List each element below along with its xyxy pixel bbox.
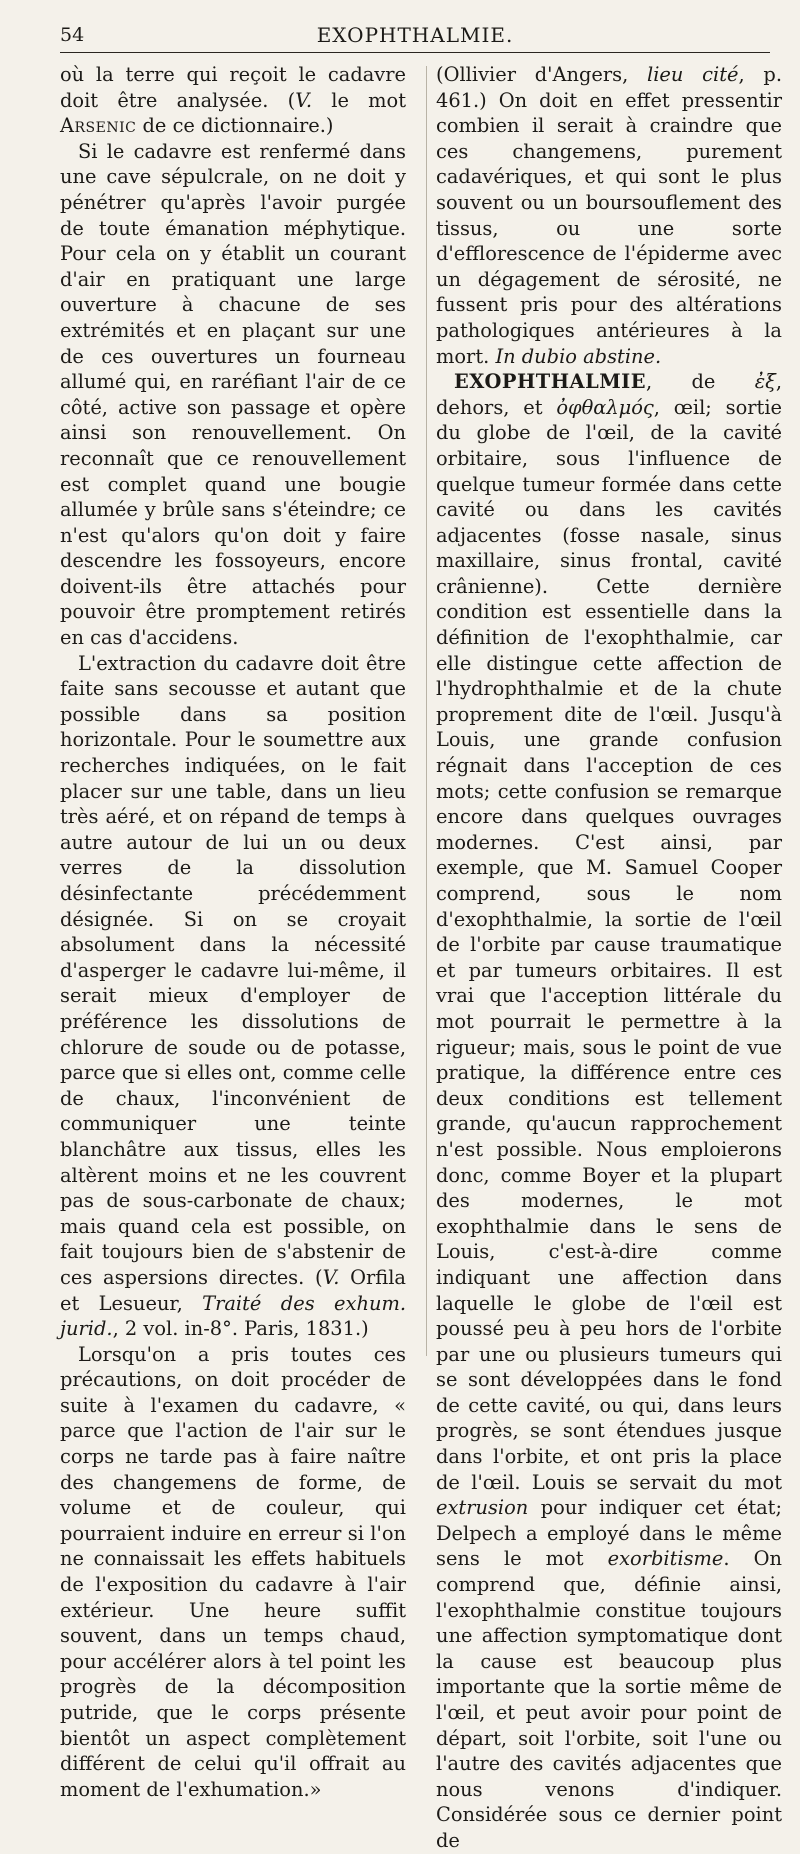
paragraph: L'extraction du cadavre doit être faite sans secousse et autant que possible dans sa position horizontale. Pour le soumettre aux recherches indiquées, on le fait placer sur une table, dans un lieu très aéré, et on répand de temps à autre autour de lui un ou deux verres de la dissolution désinfectante précédemment désignée. Si on se croyait absolument dans la nécessité d'asperger le cadavre lui-même, il serait mieux d'employer de préférence les dissolutions de chlorure de soude ou de potasse, parce que si elles ont, comme celle de chaux, l'inconvénient de communiquer une teinte blanchâtre aux tissus, elles les altèrent moins et ne les couvrent pas de sous-carbonate de chaux; mais quand cela est possible, on fait toujours bien de s'abstenir de ces aspersions directes. (V. Orfila et Lesueur, Traité des exhum. jurid., 2 vol. in-8°. Paris, 1831.)	[60, 651, 406, 1341]
paragraph: Si le cadavre est renfermé dans une cave sépulcrale, on ne doit y pénétrer qu'après l'avoir purgée de toute émanation méphytique. Pour cela on y établit un courant d'air en pratiquant une large ouverture à chacune de ses extrémités et en plaçant sur une de ces ouvertures un fourneau allumé qui, en raréfiant l'air de ce côté, active son passage et opère ainsi son renouvellement. On reconnaît que ce renouvellement est complet quand une bougie allumée y brûle sans s'éteindre; ce n'est qu'alors qu'on doit y faire descendre les fossoyeurs, encore doivent-ils être attachés pour pouvoir être promptement retirés en cas d'accidens.	[60, 139, 406, 650]
right-column	[436, 62, 782, 1854]
paragraph: (Ollivier d'Angers, lieu cité, p. 461.) On doit en effet pressentir combien il serait à craindre que ces changemens, purement cadavériques, et qui sont le plus souvent ou un boursouflement des tissus, ou une sorte d'efflorescence de l'épiderme avec un dégagement de sérosité, ne fussent pris pour des altérations pathologiques antérieures à la mort. In dubio abstine.	[436, 63, 782, 368]
entry-headword: EXOPHTHALMIE	[454, 370, 647, 394]
paragraph: où la terre qui reçoit le cadavre doit être analysée. (V. le mot Arsenic de ce dictionnaire.)	[60, 63, 407, 138]
column-divider	[426, 66, 427, 1356]
running-title: EXOPHTHALMIE.	[316, 23, 514, 47]
page-header	[60, 22, 770, 53]
left-column	[60, 62, 406, 1802]
paragraph: Lorsqu'on a pris toutes ces précautions, on doit procéder de suite à l'examen du cadavre, « parce que l'action de l'air sur le corps ne tarde pas à faire naître des changemens de forme, de volume et de couleur, qui pourraient induire en erreur si l'on ne connaissait les effets habituels de l'exposition du cadavre à l'air extérieur. Une heure suffit souvent, dans un temps chaud, pour accélérer alors à tel point les progrès de la décomposition putride, que le corps présente bientôt un aspect complètement différent de celui qu'il offrait au moment de l'exhumation.»	[60, 1342, 406, 1801]
entry-exophthalmie: EXOPHTHALMIE, de ἐξ, dehors, et ὀφθαλμός, œil; sortie du globe de l'œil, de la cavité orbitaire, sous l'influence de quelque tumeur formée dans cette cavité ou dans les cavités adjacentes (fosse nasale, sinus maxillaire, sinus frontal, cavité crânienne). Cette dernière condition est essentielle dans la définition de l'exophthalmie, car elle distingue cette affection de l'hydrophthalmie et de la chute proprement dite de l'œil. Jusqu'à Louis, une grande confusion régnait dans l'acception de ces mots; cette confusion se remarque encore dans quelques ouvrages modernes. C'est ainsi, par exemple, que M. Samuel Cooper comprend, sous le nom d'exophthalmie, la sortie de l'œil de l'orbite par cause traumatique et par tumeurs orbitaires. Il est vrai que l'acception littérale du mot pourrait le permettre à la rigueur; mais, sous le point de vue pratique, la différence entre ces deux conditions est tellement grande, qu'aucun rapprochement n'est possible. Nous emploierons donc, comme Boyer et la plupart des modernes, le mot exophthalmie dans le sens de Louis, c'est-à-dire comme indiquant une affection dans laquelle le globe de l'œil est poussé peu à peu hors de l'orbite par une ou plusieurs tumeurs qui se sont développées dans le fond de cette cavité, ou qui, dans leurs progrès, se sont étendues jusque dans l'orbite, et ont pris la place de l'œil. Louis se servait du mot extrusion pour indiquer cet état; Delpech a employé dans le même sens le mot exorbitisme. On comprend que, définie ainsi, l'exophthalmie constitue toujours une affection symptomatique dont la cause est beaucoup plus importante que la sortie même de l'œil, et peut avoir pour point de départ, soit l'orbite, soit l'une ou l'autre des cavités adjacentes que nous venons d'indiquer. Considérée sous ce dernier point de	[436, 370, 783, 1852]
page-number: 54	[60, 24, 85, 46]
